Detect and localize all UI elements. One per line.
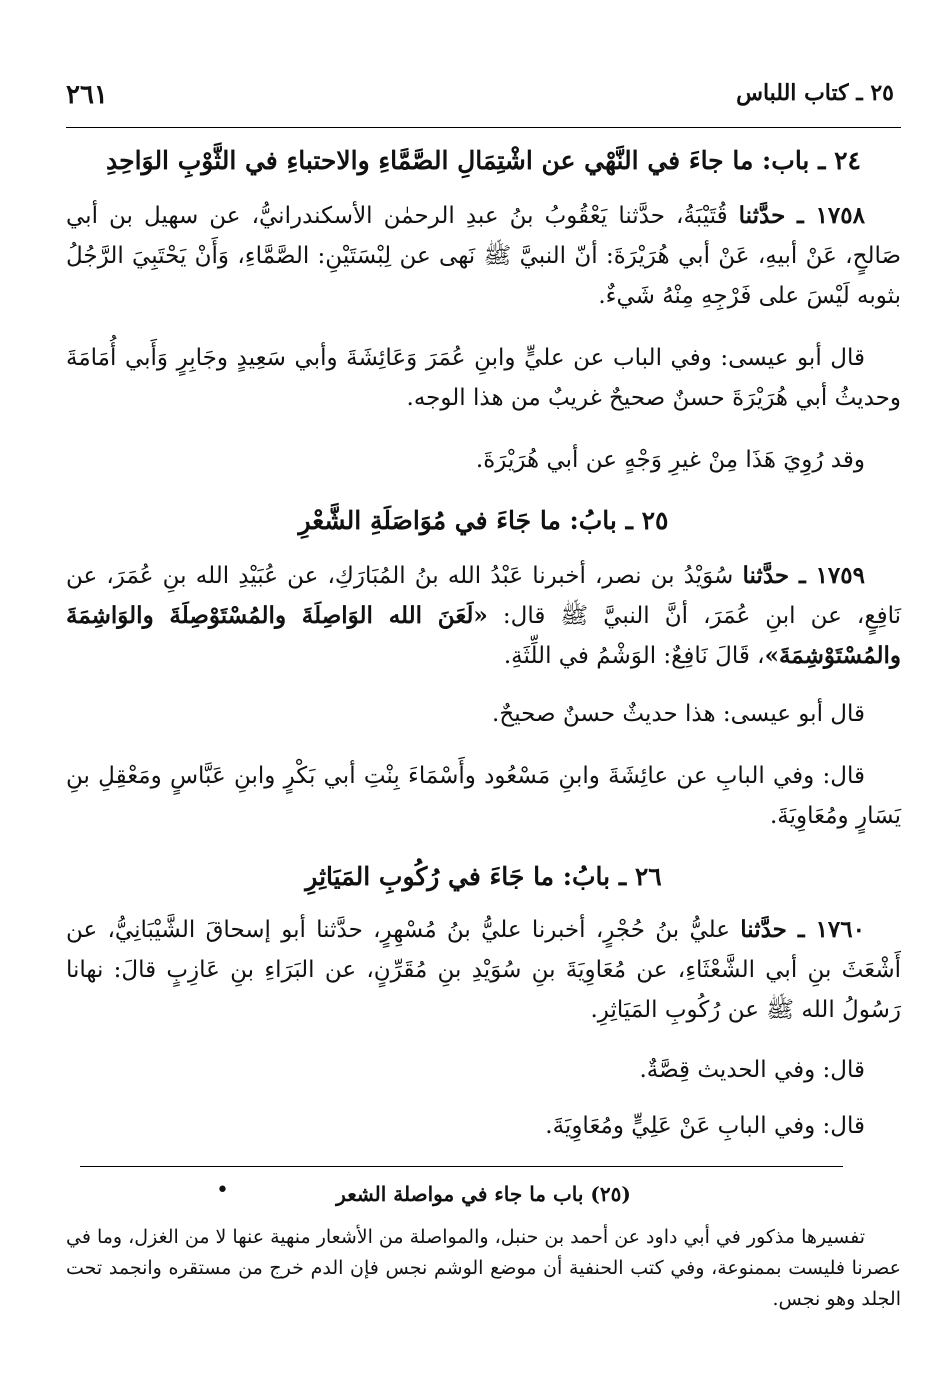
hadith-1760 xyxy=(66,910,901,1030)
footnote-heading: (٢٥) باب ما جاء في مواصلة الشعر xyxy=(336,1182,631,1206)
page-number: ٢٦١ xyxy=(66,80,108,110)
chapter-25-comment-2: قال: وفي البابِ عن عائِشَةَ وابنِ مَسْعُود وأَسْمَاءَ بِنْتِ أبي بَكْرٍ وابنِ عَبَّاسٍ ومَعْقِلِ بنِ يَسَارٍ ومُعَاوِيَةَ. xyxy=(66,763,901,829)
hadith-1759-quote: «لَعَنَ الله الوَاصِلَةَ والمُسْتَوْصِلَةَ والوَاشِمَةَ والمُسْتَوْشِمَةَ» xyxy=(66,602,901,669)
chapter-25-heading: ٢٥ ـ بابُ: ما جَاءَ في مُوَاصَلَةِ الشَّعْرِ xyxy=(298,506,669,535)
stray-dot: • xyxy=(216,1178,229,1203)
hadith-1758 xyxy=(66,196,901,316)
chapter-24-heading: ٢٤ ـ باب: ما جاءَ في النَّهْي عن اشْتِمَالِ الصَّمَّاءِ والاحتباءِ في الثَّوْبِ الوَاحِدِ xyxy=(106,146,861,175)
hadith-1759-text-a: سُوَيْدُ بن نصر، أخبرنا عَبْدُ الله بنُ المُبَارَكِ، عن عُبَيْدِ الله بنِ عُمَرَ، عن نَافِعٍ، عن ابنِ عُمَرَ، أنَّ النبيَّ ﷺ قال: xyxy=(66,563,901,629)
hadith-1758-text: قُتَيْبَةُ، حدَّثنا يَعْقُوبُ بنُ عبدِ الرحمٰن الأسكندرانيُّ، عن سهيل بن أبي صَالحٍ، عَنْ أبيهِ، عَنْ أبي هُرَيْرَةَ: أنّ النبيَّ ﷺ نَهى عن لِبْسَتَيْنِ: الصَّمَّاءِ، وَأَنْ يَحْتَبِيَ الرَّجُلُ بثوبه لَيْسَ على فَرْجِهِ مِنْهُ شَيءٌ. xyxy=(66,203,901,309)
hadith-1759-text-c: ، قَالَ نَافِعٌ: الوَشْمُ في اللِّثَةِ. xyxy=(503,643,765,669)
header-rule xyxy=(66,127,901,128)
footnote-text: تفسيرها مذكور في أبي داود عن أحمد بن حنبل، والمواصلة من الأشعار منهية عنها لا من الغزل، وما في عصرنا فليست بممنوعة، وفي كتب الحنفية أن موضع الوشم نجس فإن الدم خرج من مستقره وانجمد تحت الجلد وهو نجس. xyxy=(66,1226,901,1310)
hadith-1760-number: ١٧٦٠ ـ حدَّثنا xyxy=(740,916,865,943)
hadith-1758-number: ١٧٥٨ ـ حدَّثنا xyxy=(738,202,865,229)
chapter-26-comment-1: قال: وفي الحديث قِصَّةٌ. xyxy=(639,1057,865,1083)
chapter-24-comment-2: وقد رُوِيَ هَذَا مِنْ غيرِ وَجْهٍ عن أبي هُرَيْرَةَ. xyxy=(475,447,865,473)
hadith-1759 xyxy=(66,556,901,676)
running-header: ٢٥ ـ كتاب اللباس xyxy=(736,80,894,106)
hadith-1759-number: ١٧٥٩ ـ حدَّثنا xyxy=(742,562,865,589)
chapter-26-comment-2: قال: وفي البابِ عَنْ عَلِيٍّ ومُعَاوِيَةَ. xyxy=(545,1113,865,1139)
chapter-25-comment-1: قال أبو عيسى: هذا حديثٌ حسنٌ صحيحٌ. xyxy=(492,701,865,727)
chapter-24-comment-1: قال أبو عيسى: وفي الباب عن عليٍّ وابنِ عُمَرَ وَعَائِشَةَ وأبي سَعِيدٍ وجَابِرٍ وَأَبي أُمَامَةَ وحديثُ أبي هُرَيْرَةَ حسنٌ صحيحٌ غريبٌ من هذا الوجه. xyxy=(66,345,901,411)
footnote-rule xyxy=(80,1166,843,1167)
hadith-1760-text: عليُّ بنُ حُجْرٍ، أخبرنا عليُّ بنُ مُسْهِرٍ، حدَّثنا أبو إسحاقَ الشَّيْبَانِيُّ، عن أَشْعَثَ بنِ أبي الشَّعْثَاءِ، عن مُعَاوِيَةَ بنِ سُوَيْدِ بنِ مُقَرِّنٍ، عن البَرَاءِ بنِ عَازِبٍ قالَ: نهانا رَسُولُ الله ﷺ عن رُكُوبِ المَيَاثِرِ. xyxy=(66,917,901,1023)
chapter-26-heading: ٢٦ ـ بابُ: ما جَاءَ في رُكُوبِ المَيَاثِرِ xyxy=(305,862,662,891)
